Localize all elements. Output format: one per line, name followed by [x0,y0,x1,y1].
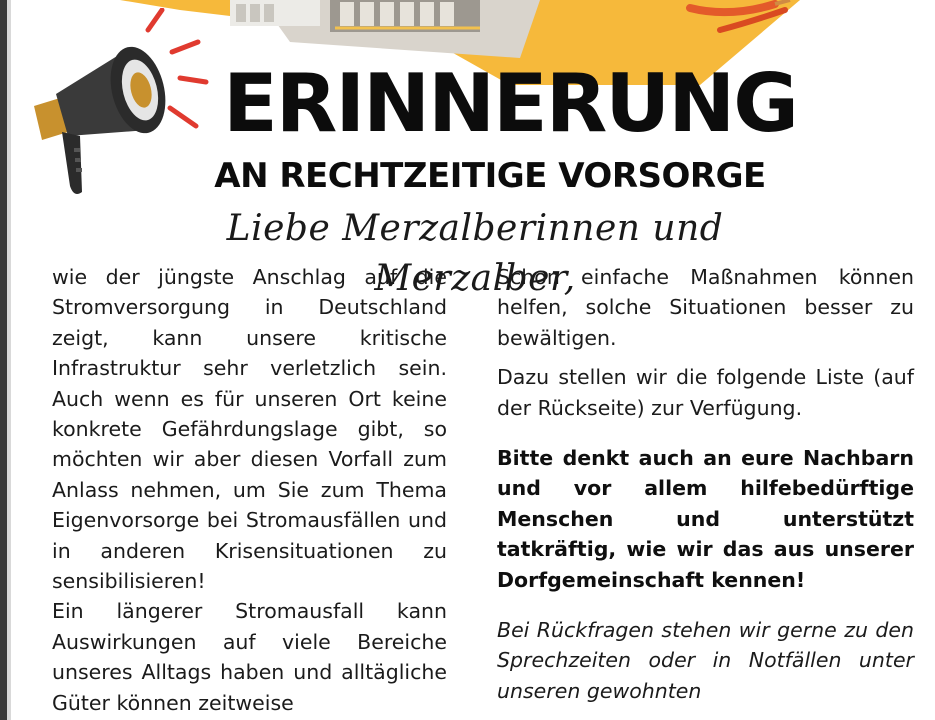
header-banner [0,0,935,299]
electrical-panel-image [230,0,480,32]
greeting: Liebe Merzalberinnen und Merzalber, [226,208,724,299]
left-column [52,262,447,718]
right-column [497,262,914,706]
right-paragraph-3: Bitte denkt auch an eure Nachbarn und vor allem hilfebedürftige Menschen und unterstützt tatkräftig, wie wir das aus unserer Dorfgemeinschaft kennen! [497,446,914,592]
left-paragraph-1: wie der jüngste Anschlag auf die Stromversorgung in Deutschland zeigt, kann unsere kritische Infrastruktur sehr verletzlich sein. Auch wenn es für unseren Ort keine konkrete Gefährdungslage gibt, so möchten wir aber diesen Vorfall zum Anlass nehmen, um Sie zum Thema Eigenvorsorge bei Stromausfällen und in anderen Krisensituationen zu sensibilisieren! [52,265,447,594]
left-paragraph-2: Ein längerer Stromausfall kann Auswirkungen auf viele Bereiche unseres Alltags haben und alltägliche Güter können zeitweise [52,599,447,715]
page-title: ERINNERUNG [223,57,797,150]
right-paragraph-4: Bei Rückfragen stehen wir gerne zu den Sprechzeiten oder in Notfällen unter unseren gewohnten [497,618,914,703]
page-subtitle: AN RECHTZEITIGE VORSORGE [214,156,766,196]
right-paragraph-1: Schon einfache Maßnahmen können helfen, solche Situationen besser zu bewältigen. [497,265,914,350]
right-paragraph-2: Dazu stellen wir die folgende Liste (auf der Rückseite) zur Verfügung. [497,365,914,420]
